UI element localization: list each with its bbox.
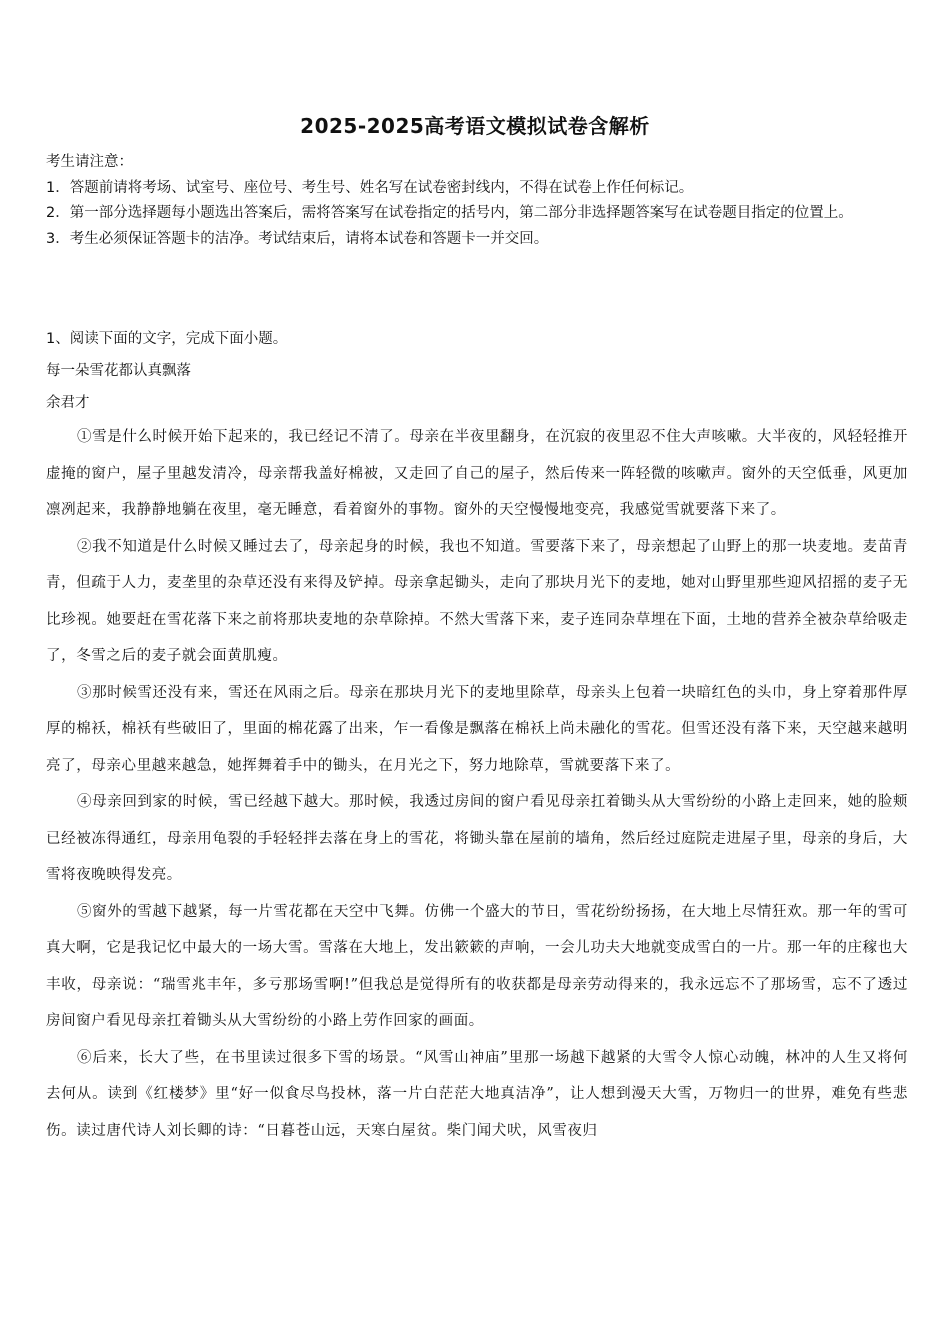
notice-item-3: 3．考生必须保证答题卡的洁净。考试结束后，请将本试卷和答题卡一并交回。 <box>46 230 549 247</box>
reading-question <box>46 323 908 1149</box>
document-title: 2025-2025高考语文模拟试卷含解析 <box>300 114 650 138</box>
notice-item-2: 2．第一部分选择题每小题选出答案后，需将答案写在试卷指定的括号内，第二部分非选择题答案写在试卷题目指定的位置上。 <box>46 205 853 221</box>
essay-paragraph-5: ⑤窗外的雪越下越紧，每一片雪花都在天空中飞舞。仿佛一个盛大的节日，雪花纷纷扬扬，在大地上尽情狂欢。那一年的雪可真大啊，它是我记忆中最大的一场大雪。雪落在大地上，发出簌簌的声响，一会儿功夫大地就变成雪白的一片。那一年的庄稼也大丰收，母亲说：“瑞雪兆丰年，多亏那场雪啊!”但我总是觉得所有的收获都是母亲劳动得来的，我永远忘不了那场雪，忘不了透过房间窗户看见母亲扛着锄头从大雪纷纷的小路上劳作回家的画面。 <box>46 903 908 1029</box>
essay-paragraph-2: ②我不知道是什么时候又睡过去了，母亲起身的时候，我也不知道。雪要落下来了，母亲想起了山野上的那一块麦地。麦苗青青，但疏于人力，麦垄里的杂草还没有来得及铲掉。母亲拿起锄头，走向了那块月光下的麦地，她对山野里那些迎风招摇的麦子无比珍视。她要赶在雪花落下来之前将那块麦地的杂草除掉。不然大雪落下来，麦子连同杂草埋在下面，土地的营养全被杂草给吸走了，冬雪之后的麦子就会面黄肌瘦。 <box>46 538 908 664</box>
essay-title: 每一朵雪花都认真飘落 <box>46 363 191 379</box>
essay-paragraph-1: ①雪是什么时候开始下起来的，我已经记不清了。母亲在半夜里翻身，在沉寂的夜里忍不住大声咳嗽。大半夜的，风轻轻推开虚掩的窗户，屋子里越发清冷，母亲帮我盖好棉被，又走回了自己的屋子，然后传来一阵轻微的咳嗽声。窗外的天空低垂，风更加凛冽起来，我静静地躺在夜里，毫无睡意，看着窗外的事物。窗外的天空慢慢地变亮，我感觉雪就要落下来了。 <box>46 429 908 518</box>
essay-paragraph-3: ③那时候雪还没有来，雪还在风雨之后。母亲在那块月光下的麦地里除草，母亲头上包着一块暗红色的头巾，身上穿着那件厚厚的棉袄，棉袄有些破旧了，里面的棉花露了出来，乍一看像是飘落在棉袄上尚未融化的雪花。但雪还没有落下来，天空越来越明亮了，母亲心里越来越急，她挥舞着手中的锄头，在月光之下，努力地除草，雪就要落下来了。 <box>46 684 908 774</box>
essay-author: 余君才 <box>46 395 90 411</box>
essay-paragraph-6: ⑥后来，长大了些，在书里读过很多下雪的场景。“风雪山神庙”里那一场越下越紧的大雪令人惊心动魄，林冲的人生又将何去何从。读到《红楼梦》里“好一似食尽鸟投林，落一片白茫茫大地真洁净”，让人想到漫天大雪，万物归一的世界，难免有些悲伤。读过唐代诗人刘长卿的诗：“日暮苍山远，天寒白屋贫。柴门闻犬吠，风雪夜归 <box>46 1049 908 1139</box>
essay-paragraph-4: ④母亲回到家的时候，雪已经越下越大。那时候，我透过房间的窗户看见母亲扛着锄头从大雪纷纷的小路上走回来，她的脸颊已经被冻得通红，母亲用龟裂的手轻轻拌去落在身上的雪花，将锄头靠在屋前的墙角，然后经过庭院走进屋子里，母亲的身后，大雪将夜晚映得发亮。 <box>46 794 908 883</box>
question-prompt: 1、阅读下面的文字，完成下面小题。 <box>46 331 288 347</box>
notice-item-1: 1．答题前请将考场、试室号、座位号、考生号、姓名写在试卷密封线内，不得在试卷上作任何标记。 <box>46 179 694 196</box>
notice-heading: 考生请注意： <box>46 154 133 170</box>
exam-notice <box>46 150 906 252</box>
